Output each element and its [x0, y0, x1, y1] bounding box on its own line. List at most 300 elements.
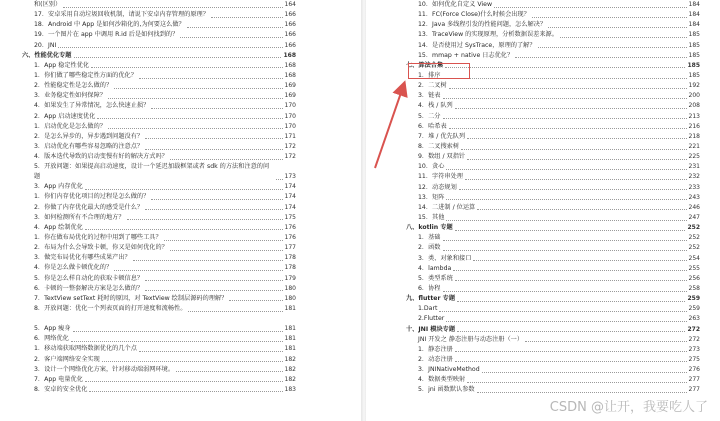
toc-page-number: 174	[284, 203, 296, 211]
toc-page-number: 168	[284, 71, 296, 79]
toc-page-number: 166	[284, 31, 296, 39]
toc-page-number: 259	[688, 305, 700, 313]
dot-leader	[188, 311, 282, 312]
dot-leader	[443, 78, 687, 79]
toc-entry[interactable]	[0, 355, 362, 365]
toc-entry[interactable]	[0, 192, 362, 202]
toc-page-number: 232	[688, 173, 700, 181]
toc-entry-label: 5．类型系统	[418, 274, 453, 282]
dot-leader	[465, 179, 687, 180]
toc-entry-label: 11．FC(Force Close)什么时候会出现？	[418, 11, 530, 19]
toc-entry-label: 3．业务稳定性如何保障？	[34, 92, 106, 100]
toc-entry-label: 3．App 内存优化	[34, 183, 83, 191]
toc-entry-label: 七、算法合集	[406, 61, 444, 69]
toc-entry[interactable]	[366, 345, 720, 355]
toc-entry[interactable]	[366, 162, 720, 172]
toc-page-number: 176	[284, 223, 296, 231]
toc-entry[interactable]	[366, 365, 720, 375]
toc-entry-label: 1．你们内存优化项目的过程是怎么做的？	[34, 193, 150, 201]
dot-leader	[102, 361, 283, 362]
toc-entry[interactable]	[366, 20, 720, 30]
toc-entry[interactable]	[0, 284, 362, 294]
toc-page-number: 181	[284, 304, 296, 312]
toc-entry[interactable]	[0, 304, 362, 314]
toc-page-number: 178	[284, 264, 296, 272]
toc-page-number: 166	[284, 11, 296, 19]
toc-page-number: 184	[688, 1, 700, 8]
toc-entry[interactable]	[0, 203, 362, 213]
dot-leader	[145, 149, 282, 150]
dot-leader	[548, 27, 686, 28]
dot-leader	[74, 57, 282, 58]
toc-entry[interactable]	[0, 334, 362, 344]
toc-page-number: 231	[688, 163, 700, 171]
toc-entry-label: 15．其他	[418, 213, 445, 221]
dot-leader	[139, 351, 283, 352]
toc-entry[interactable]	[0, 294, 362, 304]
dot-leader	[89, 391, 282, 392]
toc-page-number: 176	[284, 233, 296, 241]
toc-entry-label: 十、JNI 模块专题	[406, 325, 456, 333]
dot-leader	[170, 159, 283, 160]
toc-entry[interactable]	[0, 263, 362, 273]
dot-leader	[73, 331, 283, 332]
toc-entry[interactable]	[366, 314, 720, 324]
toc-section-heading[interactable]	[0, 51, 362, 61]
dot-leader	[139, 78, 283, 79]
dot-leader	[114, 270, 282, 271]
dot-leader	[449, 88, 687, 89]
toc-entry-label: 11．字符串处理	[418, 173, 463, 181]
dot-leader	[145, 209, 282, 210]
dot-leader	[459, 189, 687, 190]
toc-entry-label: 3．JNINativeMethod	[418, 366, 480, 374]
toc-entry-label: 4．如果发生了异常情况，怎么快速止损？	[34, 102, 150, 110]
toc-entry[interactable]	[366, 335, 720, 345]
dot-leader	[467, 159, 686, 160]
toc-entry[interactable]	[0, 274, 362, 284]
toc-entry-label: 3．启动优化有哪些容易忽略的注意点？	[34, 142, 144, 150]
dot-leader	[443, 250, 687, 251]
dot-leader	[443, 291, 687, 292]
toc-entry-label: 7．App 电量优化	[34, 375, 83, 383]
toc-page-number: 168	[283, 51, 296, 59]
dot-leader	[457, 331, 685, 332]
dot-leader	[58, 47, 282, 48]
toc-entry[interactable]	[366, 0, 720, 10]
toc-entry[interactable]	[366, 233, 720, 243]
toc-entry[interactable]	[0, 71, 362, 81]
toc-entry[interactable]	[366, 183, 720, 193]
toc-entry[interactable]	[0, 122, 362, 132]
toc-entry-label: 1．你们做了哪些稳定性方面的优化？	[34, 71, 137, 79]
toc-page-number: 172	[284, 142, 296, 150]
toc-entry-label: 6．哈希表	[418, 122, 447, 130]
toc-entry-label: 14．二进制 / 位运算	[418, 203, 476, 211]
toc-page-number: 252	[687, 224, 700, 232]
dot-leader	[211, 17, 283, 18]
toc-entry[interactable]	[366, 274, 720, 284]
toc-entry[interactable]	[0, 385, 362, 395]
toc-entry-label: 3．做完布局优化有哪些成果产出？	[34, 254, 131, 262]
toc-page-number: 273	[688, 345, 700, 353]
toc-entry-label: 19．一个图片在 app 中调用 R.id 后是如何找到的？	[34, 31, 179, 39]
dot-leader	[467, 382, 686, 383]
toc-page-number: 233	[688, 183, 700, 191]
toc-page-number: 174	[284, 183, 296, 191]
toc-entry-label: 六、性能优化专题	[22, 51, 72, 59]
toc-entry[interactable]	[366, 304, 720, 314]
toc-entry[interactable]	[366, 142, 720, 152]
toc-entry-label: 1．移动端获取网络数据优化的几个点	[34, 345, 137, 353]
toc-page-number: 252	[688, 234, 700, 242]
dot-leader	[108, 98, 283, 99]
dot-leader	[453, 270, 686, 271]
toc-page-number: 184	[688, 21, 700, 29]
toc-entry[interactable]	[0, 344, 362, 354]
toc-page-number: 180	[284, 284, 296, 292]
toc-entry-label: 2.Flutter	[418, 315, 445, 323]
toc-entry[interactable]	[366, 203, 720, 213]
toc-entry[interactable]	[0, 0, 362, 10]
toc-entry-label: 2．性能稳定性是怎么做的？	[34, 82, 113, 90]
toc-entry-label: 1．你在做布局优化的过程中用到了哪些工具？	[34, 233, 162, 241]
toc-entry-label: 2．客户端网络安全实现	[34, 355, 100, 363]
toc-page-number: 252	[688, 244, 700, 252]
dot-leader	[108, 128, 283, 129]
toc-page-number: 180	[284, 294, 296, 302]
toc-entry-label: 18．Android 中 App 是如何沙箱化的,为何要这么做？	[34, 21, 185, 29]
toc-entry[interactable]	[366, 385, 720, 395]
dot-leader	[455, 361, 687, 362]
toc-entry[interactable]	[366, 132, 720, 142]
toc-entry[interactable]	[366, 122, 720, 132]
dot-leader	[127, 219, 283, 220]
toc-page-number: 258	[688, 284, 700, 292]
dot-leader	[482, 372, 687, 373]
toc-entry-label: 14．是否使用过 SysTrace，原理的了解？	[418, 41, 536, 49]
toc-page-number: 177	[284, 244, 296, 252]
dot-leader	[229, 300, 282, 301]
toc-entry-label: 4．你是怎么做卡顿优化的？	[34, 264, 113, 272]
toc-entry-label: 4．版本迭代导致的启动变慢有好的解决方式吗？	[34, 153, 168, 161]
dot-leader	[494, 7, 687, 8]
toc-section-heading[interactable]	[366, 223, 720, 233]
toc-page-number: 175	[284, 213, 296, 221]
dot-leader	[473, 260, 686, 261]
toc-entry-label: 13．矩阵	[418, 193, 445, 201]
dot-leader	[467, 138, 686, 139]
toc-entry-label: 3．链表	[418, 92, 441, 100]
toc-entry[interactable]	[366, 152, 720, 162]
toc-entry[interactable]	[366, 30, 720, 40]
toc-entry-label: 4．数据类型映射	[418, 376, 466, 384]
toc-entry[interactable]	[366, 101, 720, 111]
toc-entry[interactable]	[0, 41, 362, 51]
toc-entry[interactable]	[0, 91, 362, 101]
toc-entry-label: 2．函数	[418, 244, 441, 252]
dot-leader	[446, 169, 686, 170]
toc-entry-label: 15．mmap + native 日志优化？	[418, 51, 514, 59]
toc-entry-label: 2．App 启动速度优化	[34, 112, 96, 120]
toc-entry[interactable]	[0, 253, 362, 263]
toc-entry-label: 九、flutter 专题	[406, 295, 456, 303]
toc-entry-label: 2．是怎么异步的，异步遇到问题没有？	[34, 132, 144, 140]
toc-page-number: 185	[688, 31, 700, 39]
toc-entry-label: 3．如何检测所有不合理的地方？	[34, 213, 125, 221]
toc-entry-label: 1.Dart	[418, 305, 438, 313]
dot-leader	[180, 37, 282, 38]
toc-entry-label: 6．卡顿的一整套解决方案是怎么做的？	[34, 284, 144, 292]
dot-leader	[538, 47, 687, 48]
toc-page-number: 275	[688, 355, 700, 363]
toc-entry[interactable]	[366, 172, 720, 182]
toc-entry[interactable]	[366, 41, 720, 51]
toc-entry-label: 2．二叉树	[418, 82, 447, 90]
toc-entry[interactable]	[0, 152, 362, 162]
toc-entry-label: 3．类、对象和接口	[418, 254, 472, 262]
toc-page-number: 200	[688, 92, 700, 100]
dot-leader	[85, 381, 283, 382]
dot-leader	[532, 17, 687, 18]
toc-entry[interactable]	[366, 10, 720, 20]
toc-entry-label: 4．lambda	[418, 264, 452, 272]
toc-page-number: 182	[284, 355, 296, 363]
toc-page-number: 181	[284, 345, 296, 353]
dot-leader	[457, 301, 685, 302]
toc-entry-label: 1．排序	[418, 71, 441, 79]
highlight-box	[408, 63, 470, 79]
toc-page-number: 277	[688, 376, 700, 384]
toc-page-number: 276	[688, 366, 700, 374]
toc-entry[interactable]	[0, 223, 362, 233]
dot-leader	[455, 351, 687, 352]
toc-page-number: 259	[687, 295, 700, 303]
toc-entry-label: 20．JNI	[34, 41, 57, 49]
toc-entry[interactable]	[366, 264, 720, 274]
toc-page-number: 168	[284, 61, 296, 69]
dot-leader	[145, 280, 282, 281]
toc-section-heading[interactable]	[366, 325, 720, 335]
toc-page-number: 179	[284, 274, 296, 282]
toc-page-number: 182	[284, 375, 296, 383]
toc-entry[interactable]	[0, 182, 362, 192]
toc-page-number: 255	[688, 264, 700, 272]
toc-entry[interactable]	[366, 213, 720, 223]
toc-entry[interactable]	[0, 10, 362, 20]
toc-page-number: 182	[284, 365, 296, 373]
toc-page-number: 173	[284, 173, 296, 181]
toc-page-number: 164	[284, 1, 296, 8]
dot-leader	[170, 250, 283, 251]
toc-entry-label: 7．堆 / 优先队列	[418, 132, 466, 140]
toc-page-number: 221	[688, 142, 700, 150]
toc-entry-label: 10．如何优化自定义 View	[418, 1, 493, 8]
toc-entry-label: 10．贪心	[418, 163, 445, 171]
toc-entry-label: 8．安卓的安全优化	[34, 385, 88, 393]
toc-entry[interactable]	[0, 375, 362, 385]
toc-entry[interactable]	[0, 365, 362, 375]
toc-page-number: 272	[687, 325, 700, 333]
toc-entry[interactable]	[0, 132, 362, 142]
dot-leader	[445, 67, 685, 68]
toc-entry[interactable]	[0, 142, 362, 152]
toc-page-number: 184	[688, 11, 700, 19]
toc-page-number: 178	[284, 254, 296, 262]
dot-leader	[439, 311, 686, 312]
toc-page-number: 192	[688, 82, 700, 90]
toc-entry-label: 5．二分	[418, 112, 441, 120]
toc-list-right	[366, 0, 720, 395]
toc-entry-label: 2．动态注册	[418, 355, 453, 363]
toc-entry-label: 和(区别）	[34, 1, 62, 8]
toc-entry-label: 6．网络优化	[34, 335, 69, 343]
toc-entry-label: 1．静态注册	[418, 345, 453, 353]
toc-page-number: 172	[284, 153, 296, 161]
toc-page-number: 272	[688, 335, 700, 343]
toc-entry-label: 12．动态规划	[418, 183, 457, 191]
toc-entry-label: 8．二叉搜索树	[418, 142, 460, 150]
toc-entry-label: 5．jni 函数默认参数	[418, 386, 475, 394]
toc-entry-label: 13．TraceView 的实现原理，分析数据误差来源。	[418, 31, 558, 39]
toc-page-number: 169	[284, 82, 296, 90]
dot-leader	[276, 179, 283, 180]
dot-leader	[455, 280, 687, 281]
dot-leader	[477, 209, 686, 210]
dot-leader	[164, 240, 283, 241]
toc-entry[interactable]	[0, 162, 362, 182]
toc-page-number: 185	[687, 61, 700, 69]
dot-leader	[446, 199, 686, 200]
toc-page-number: 208	[688, 102, 700, 110]
toc-entry-label: 5．你是怎么样自动化的获取卡顿信息？	[34, 274, 144, 282]
toc-entry-label: 17．安卓采用自动垃圾回收机制，请说下安卓内存管理的原理？	[34, 11, 209, 19]
toc-entry[interactable]	[0, 213, 362, 223]
toc-page-number: 170	[284, 122, 296, 130]
toc-page-number: 181	[284, 325, 296, 333]
dot-leader	[187, 27, 283, 28]
toc-page-number: 216	[688, 122, 700, 130]
toc-page-number: 174	[284, 193, 296, 201]
toc-entry-label: 3．设计一个网络优化方案，针对移动端弱网环境。	[34, 365, 175, 373]
toc-entry-label: 1．App 稳定性优化	[34, 61, 90, 69]
toc-entry-label: JNI 开发之 静态注册与动态注册（一）	[418, 335, 524, 343]
toc-list-left	[0, 0, 362, 395]
dot-leader	[63, 7, 282, 8]
toc-entry[interactable]	[366, 243, 720, 253]
toc-entry-label: 6．协程	[418, 284, 441, 292]
toc-page-number: 218	[688, 132, 700, 140]
dot-leader	[151, 108, 282, 109]
toc-page-number: 256	[688, 274, 700, 282]
toc-page-number: 181	[284, 335, 296, 343]
dot-leader	[525, 341, 687, 342]
toc-entry-label: 7．TextView setText 耗时的原因，对 TextView 绘制层源码的理解？	[34, 294, 228, 302]
toc-page-number: 263	[688, 315, 700, 323]
dot-leader	[455, 230, 686, 231]
dot-leader	[449, 128, 687, 129]
toc-entry[interactable]	[0, 243, 362, 253]
dot-leader	[145, 290, 282, 291]
dot-leader	[97, 118, 282, 119]
dot-leader	[145, 138, 282, 139]
toc-entry-label: 9．数组 / 双指针	[418, 153, 466, 161]
toc-page-number: 171	[284, 132, 296, 140]
toc-entry-label: 2．你做了内存优化最大的感受是什么？	[34, 203, 144, 211]
toc-entry-label: 4．App 绘制优化	[34, 223, 83, 231]
toc-entry[interactable]	[0, 81, 362, 91]
dot-leader	[151, 199, 282, 200]
toc-entry[interactable]	[0, 61, 362, 71]
toc-entry[interactable]	[0, 101, 362, 111]
dot-leader	[455, 108, 687, 109]
toc-entry-label: 八、kotlin 专题	[406, 224, 453, 232]
toc-page-number: 277	[688, 386, 700, 394]
toc-entry[interactable]	[366, 112, 720, 122]
dot-leader	[71, 341, 283, 342]
toc-page-number: 213	[688, 112, 700, 120]
dot-leader	[515, 57, 686, 58]
toc-page-number: 183	[284, 385, 296, 393]
toc-entry[interactable]	[366, 193, 720, 203]
toc-entry[interactable]	[366, 91, 720, 101]
toc-entry-label: 1．启动优化是怎么做的？	[34, 122, 106, 130]
toc-entry[interactable]	[0, 324, 362, 334]
toc-entry[interactable]	[0, 30, 362, 40]
watermark: CSDN @让开，我要吃人了	[549, 400, 708, 415]
toc-page-number: 166	[284, 21, 296, 29]
toc-page-number: 185	[688, 41, 700, 49]
toc-entry[interactable]	[366, 375, 720, 385]
dot-leader	[443, 98, 687, 99]
toc-page-number: 170	[284, 112, 296, 120]
toc-page-number: 166	[284, 41, 296, 49]
dot-leader	[85, 229, 283, 230]
toc-entry[interactable]	[366, 284, 720, 294]
toc-entry[interactable]	[366, 81, 720, 91]
toc-entry[interactable]	[366, 254, 720, 264]
toc-entry[interactable]	[0, 233, 362, 243]
toc-entry-label: 12．Java 多线程引发的性能问题，怎么解决？	[418, 21, 547, 29]
dot-leader	[114, 88, 282, 89]
toc-entry-label: 1．基础	[418, 234, 441, 242]
dot-leader	[443, 118, 687, 119]
toc-page-number: 243	[688, 193, 700, 201]
toc-entry-label: 4．栈 / 队列	[418, 102, 453, 110]
toc-page-number: 185	[688, 71, 700, 79]
dot-leader	[560, 37, 687, 38]
toc-page-number: 170	[284, 102, 296, 110]
toc-entry[interactable]	[0, 112, 362, 122]
toc-entry[interactable]	[0, 20, 362, 30]
dot-leader	[477, 392, 687, 393]
dot-leader	[91, 67, 282, 68]
toc-entry[interactable]	[366, 355, 720, 365]
toc-entry-label: 2．布局为什么会导致卡顿，你又是如何优化的？	[34, 244, 168, 252]
dot-leader	[461, 149, 686, 150]
dot-leader	[446, 321, 686, 322]
toc-page-number: 225	[688, 153, 700, 161]
dot-leader	[85, 189, 283, 190]
toc-page-number: 254	[688, 254, 700, 262]
dot-leader	[443, 240, 687, 241]
dot-leader	[446, 220, 686, 221]
toc-page-number: 246	[688, 203, 700, 211]
dot-leader	[176, 371, 282, 372]
toc-entry[interactable]	[366, 51, 720, 61]
toc-entry-label: 8．开放问题：优化一个列表页面的打开速度和流畅性。	[34, 304, 187, 312]
toc-section-heading[interactable]	[366, 294, 720, 304]
